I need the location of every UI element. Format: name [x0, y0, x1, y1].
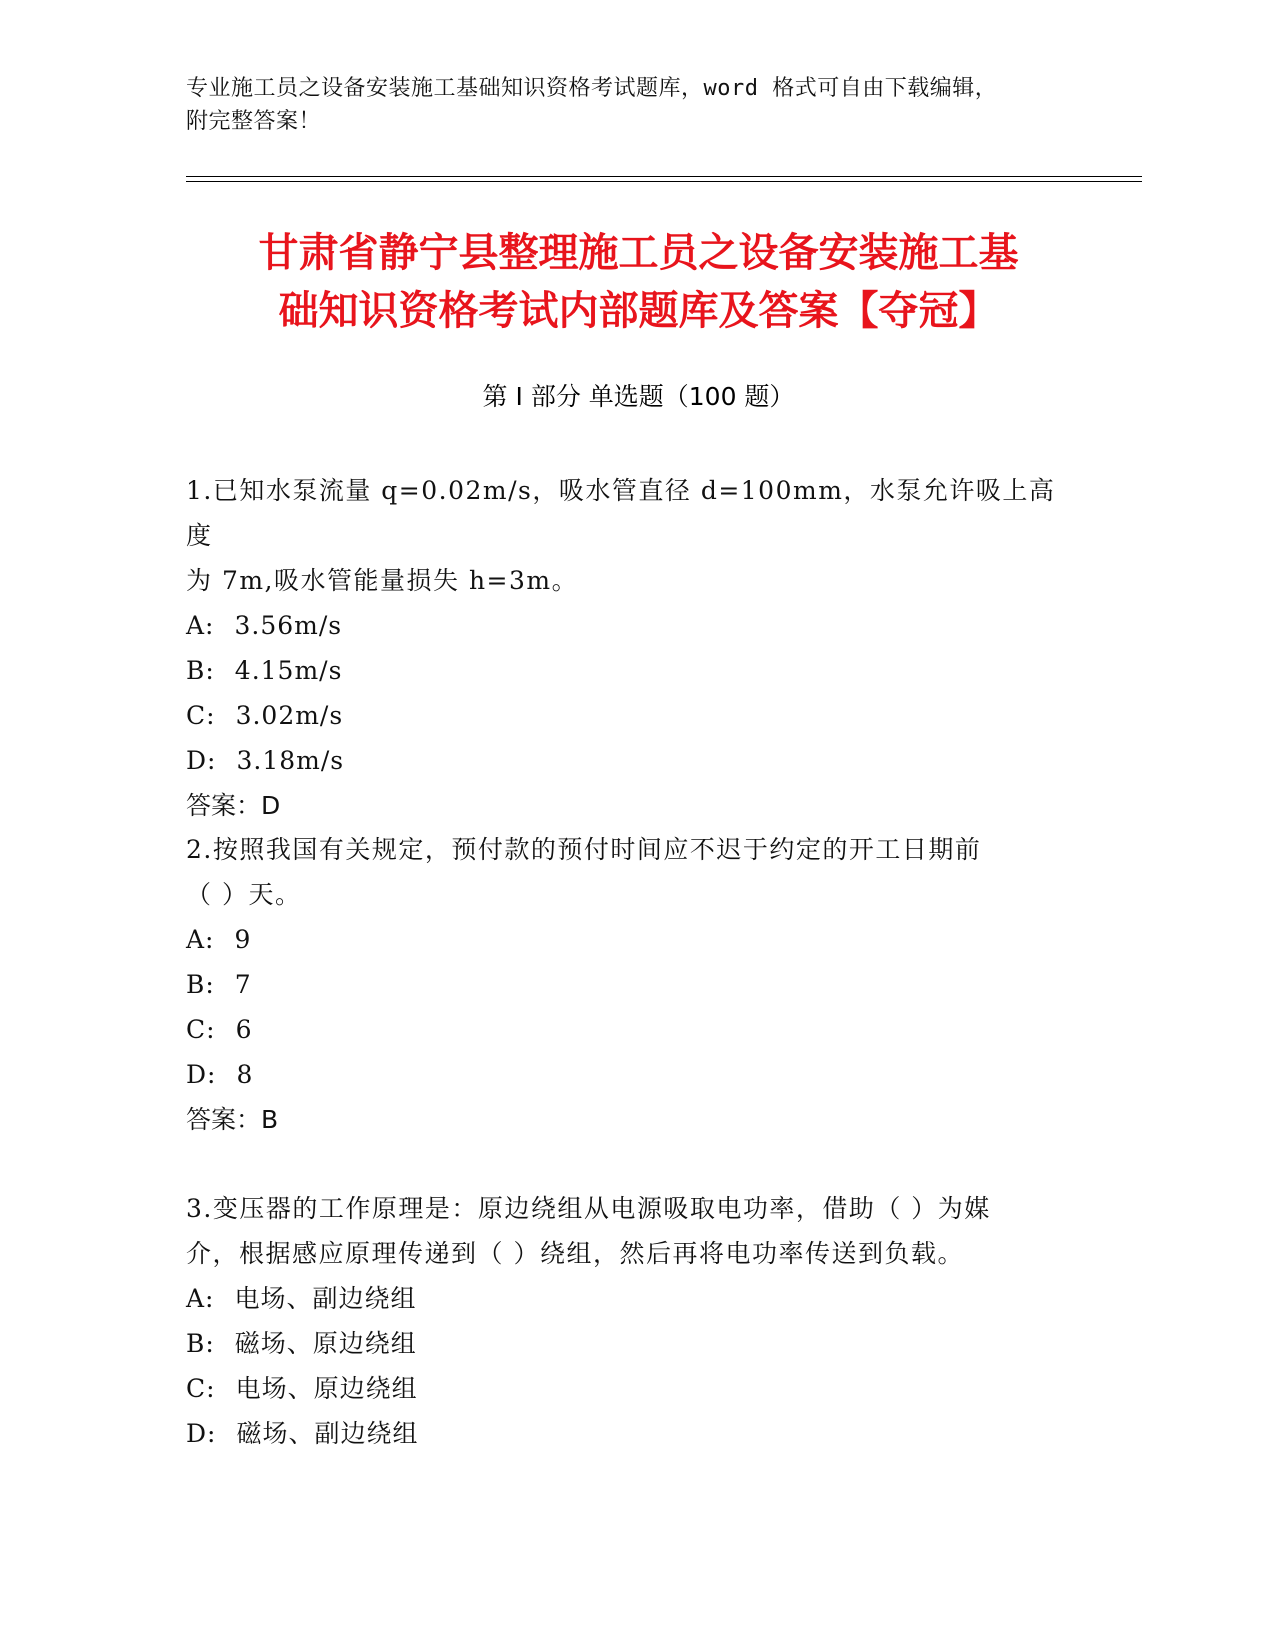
option-c: [186, 1007, 1066, 1052]
header-note: [186, 72, 1066, 138]
option-text: 3.02m/s: [235, 701, 344, 730]
header-divider-top: [186, 176, 1142, 177]
option-text: 磁场、原边绕组: [234, 1329, 417, 1358]
question-stem-line-1: 2.按照我国有关规定，预付款的预付时间应不迟于约定的开工日期前: [186, 835, 982, 864]
question-stem-line-2: 介，根据感应原理传递到（ ）绕组，然后再将电功率传送到负载。: [186, 1239, 964, 1268]
option-c: [186, 693, 1066, 738]
option-b: [186, 1321, 1066, 1366]
option-b: [186, 648, 1066, 693]
answer: 答案：B: [186, 1105, 279, 1134]
option-d: [186, 1052, 1066, 1097]
option-text: 3.56m/s: [234, 611, 343, 640]
option-key: A:: [186, 1284, 215, 1313]
option-key: B:: [186, 656, 215, 685]
document-title-line-2: 础知识资格考试内部题库及答案【夺冠】: [278, 288, 999, 334]
option-a: [186, 917, 1066, 962]
option-key: C:: [186, 701, 216, 730]
option-text: 电场、原边绕组: [235, 1374, 418, 1403]
question-stem: [186, 1186, 1066, 1276]
option-key: B:: [186, 1329, 215, 1358]
option-text: 4.15m/s: [234, 656, 343, 685]
header-note-line-1: 专业施工员之设备安装施工基础知识资格考试题库，word 格式可自由下载编辑，: [186, 76, 998, 101]
option-text: 磁场、副边绕组: [236, 1419, 419, 1448]
option-key: C:: [186, 1374, 216, 1403]
option-key: D:: [186, 746, 217, 775]
question-2: [186, 827, 1066, 1142]
question-3: [186, 1186, 1066, 1456]
question-stem-line-1: 1.已知水泵流量 q=0.02m/s，吸水管直径 d=100mm，水泵允许吸上高度: [186, 476, 1056, 550]
option-key: B:: [186, 970, 215, 999]
option-d: [186, 1411, 1066, 1456]
option-d: [186, 738, 1066, 783]
option-key: A:: [186, 611, 215, 640]
question-stem-line-2: （ ）天。: [186, 880, 302, 909]
option-b: [186, 962, 1066, 1007]
question-stem-line-1: 3.变压器的工作原理是：原边绕组从电源吸取电功率，借助（ ）为媒: [186, 1194, 991, 1223]
option-key: C:: [186, 1015, 216, 1044]
option-text: 9: [234, 925, 252, 954]
option-text: 8: [236, 1060, 254, 1089]
header-divider-bottom: [186, 181, 1142, 182]
question-stem-line-2: 为 7m,吸水管能量损失 h=3m。: [186, 566, 579, 595]
option-text: 3.18m/s: [236, 746, 345, 775]
option-key: A:: [186, 925, 215, 954]
option-a: [186, 603, 1066, 648]
option-key: D:: [186, 1419, 217, 1448]
section-heading: 第 I 部分 单选题（100 题）: [482, 382, 795, 411]
option-text: 6: [235, 1015, 253, 1044]
header-note-line-2: 附完整答案！: [186, 109, 322, 134]
option-text: 电场、副边绕组: [234, 1284, 417, 1313]
document-title: [186, 224, 1091, 340]
document-title-line-1: 甘肃省静宁县整理施工员之设备安装施工基: [258, 230, 1019, 276]
option-c: [186, 1366, 1066, 1411]
answer: 答案：D: [186, 791, 281, 820]
option-text: 7: [234, 970, 252, 999]
question-stem: [186, 468, 1066, 603]
option-key: D:: [186, 1060, 217, 1089]
option-a: [186, 1276, 1066, 1321]
question-stem: [186, 827, 1066, 917]
question-1: [186, 468, 1066, 828]
